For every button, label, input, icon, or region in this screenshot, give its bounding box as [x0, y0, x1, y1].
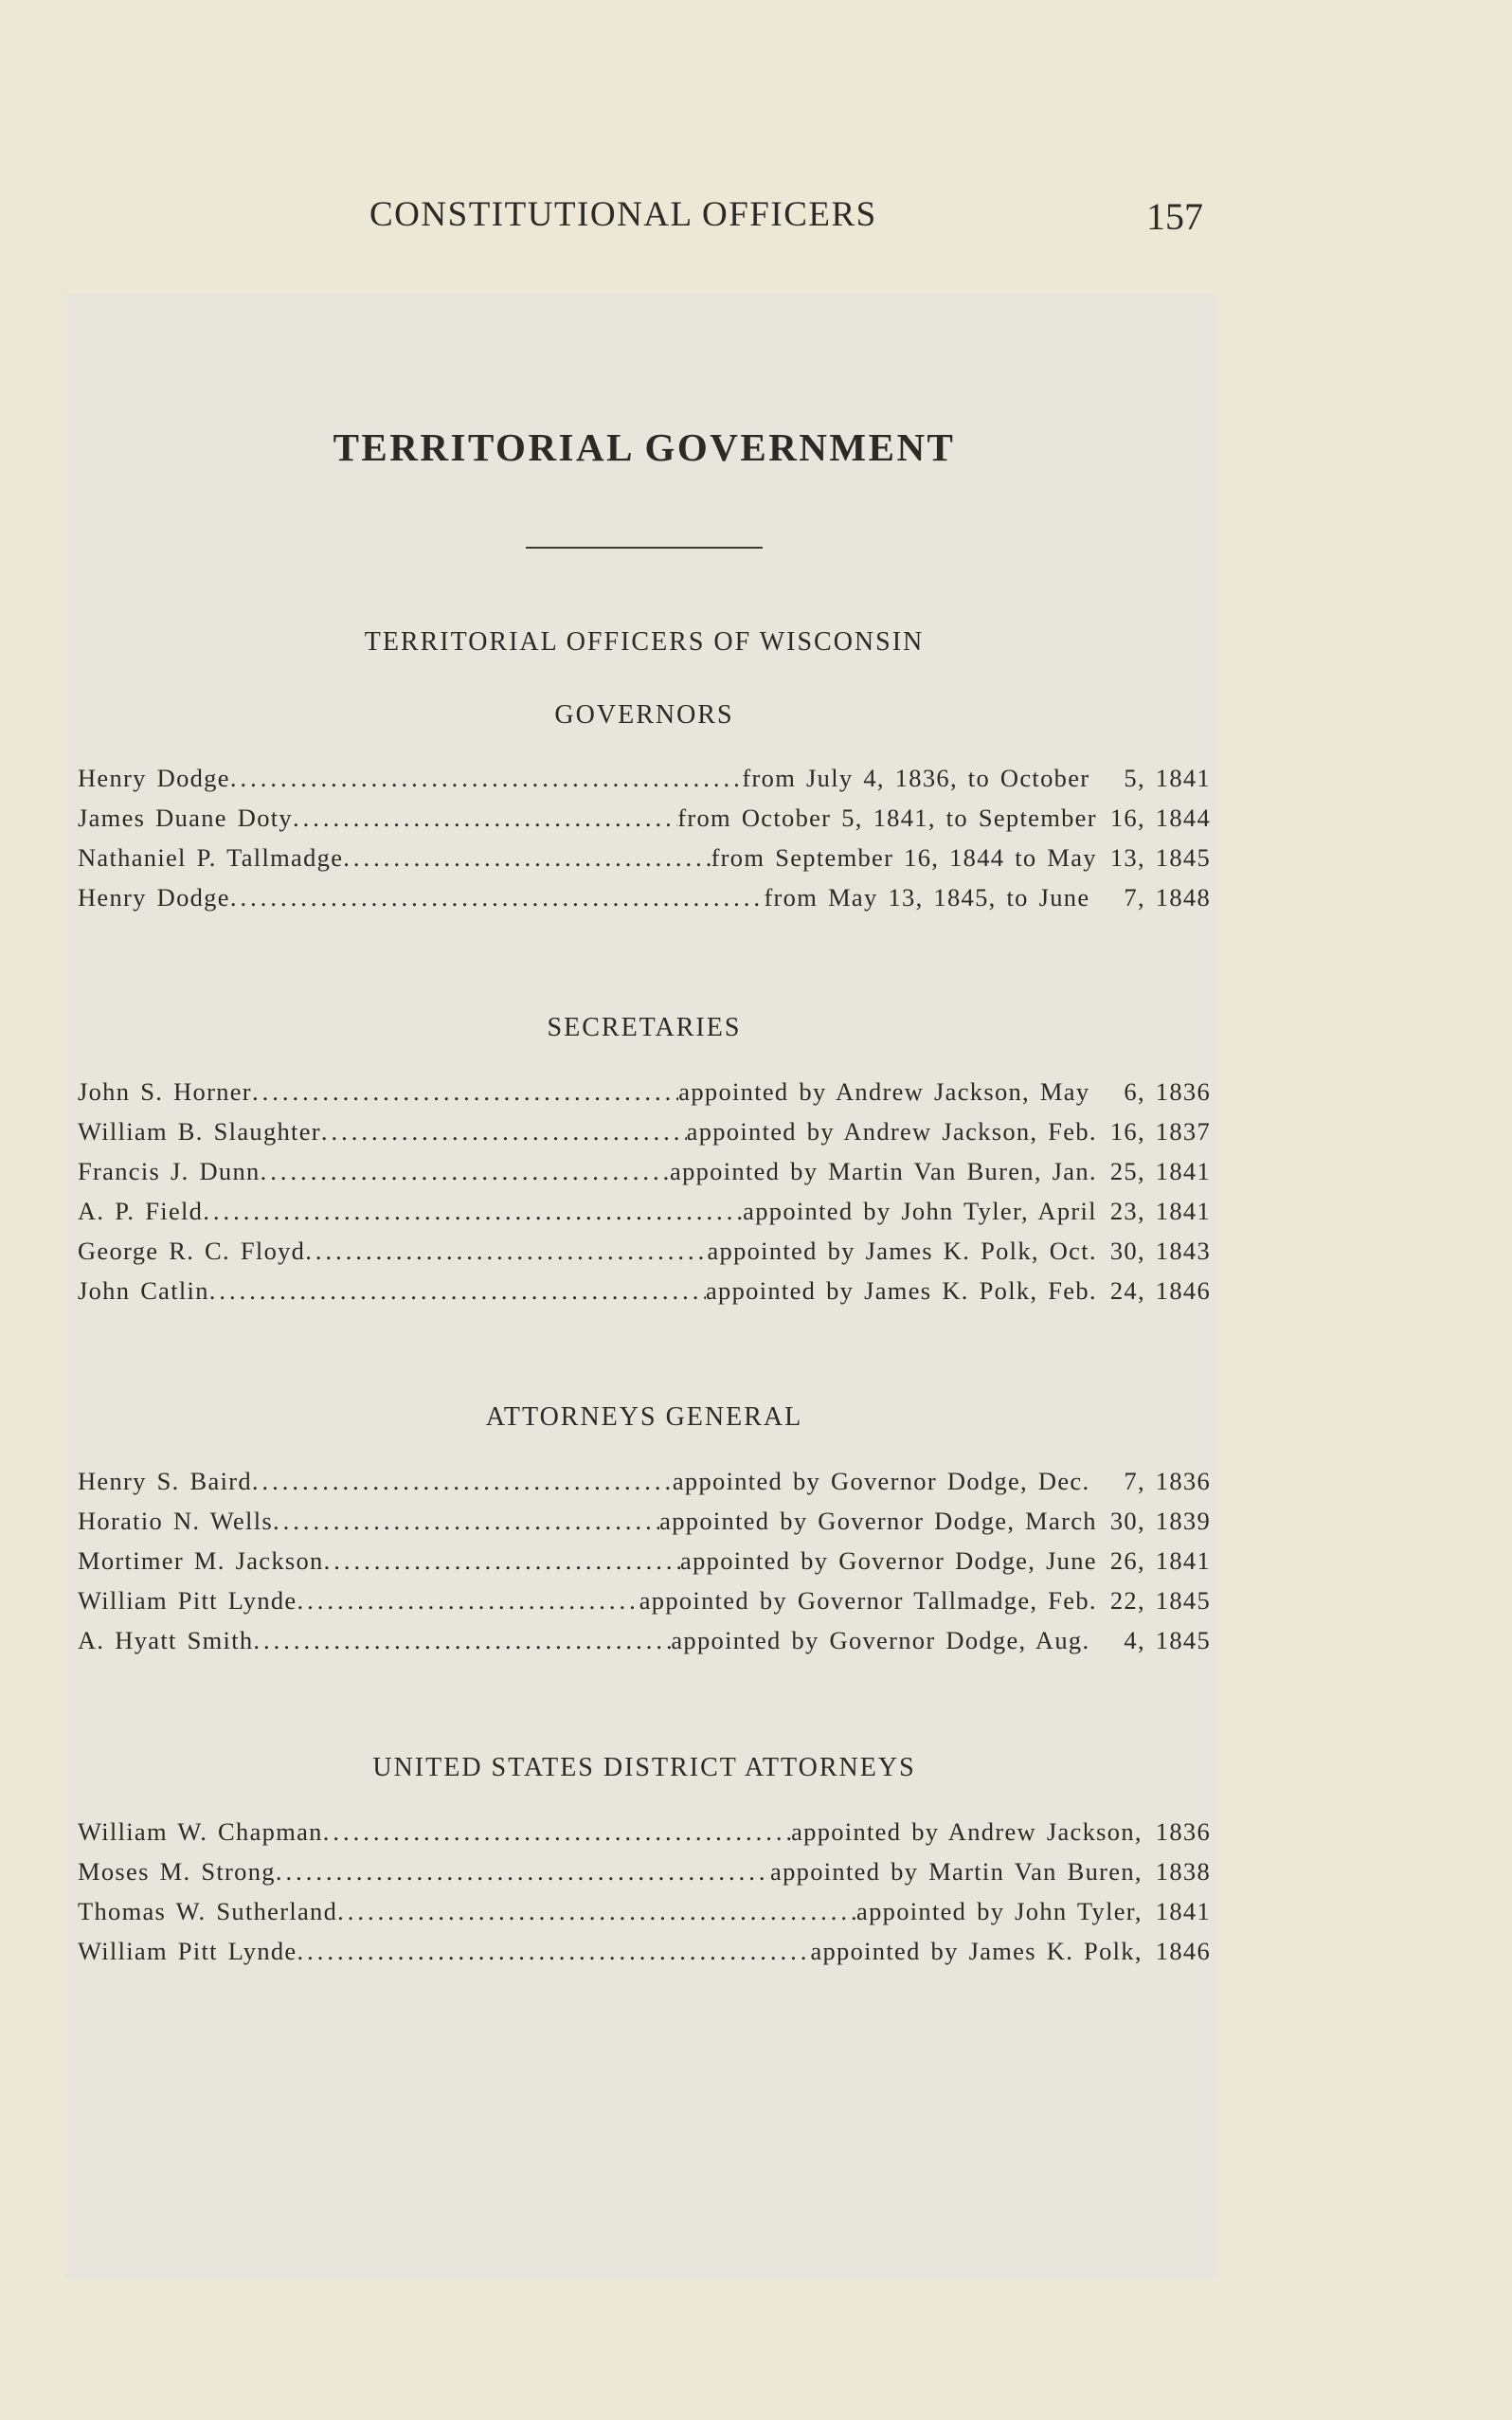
officer-name: Horatio N. Wells — [78, 1507, 273, 1535]
running-head-title: CONSTITUTIONAL OFFICERS — [369, 195, 877, 234]
dot-leader — [230, 877, 765, 917]
officer-name: Mortimer M. Jackson — [78, 1546, 324, 1575]
officer-name: Thomas W. Sutherland — [78, 1897, 338, 1925]
officer-date: 7, 1836 — [1124, 1467, 1211, 1495]
dot-leader — [321, 1111, 687, 1151]
officer-date: 4, 1845 — [1124, 1626, 1211, 1654]
dot-leader — [323, 1812, 791, 1851]
officer-date: 1846 — [1155, 1937, 1211, 1965]
section-governors — [78, 696, 1211, 917]
officer-date: 6, 1836 — [1124, 1077, 1211, 1106]
officer-name: John Catlin — [78, 1276, 209, 1305]
officer-appointment: appointed by Andrew Jackson, — [791, 1817, 1143, 1846]
dot-leader — [293, 798, 677, 838]
dot-leader — [252, 1461, 673, 1501]
officer-appointment: appointed by Governor Dodge, Aug. — [671, 1626, 1090, 1654]
section-attorneys-general — [78, 1399, 1211, 1660]
officer-name: Henry Dodge — [78, 764, 230, 792]
list-item — [78, 1501, 1211, 1541]
officer-name: James Duane Doty — [78, 804, 293, 832]
subtitle: TERRITORIAL OFFICERS OF WISCONSIN — [364, 627, 925, 657]
officer-name: William B. Slaughter — [78, 1117, 321, 1146]
officer-date: 30, 1843 — [1109, 1237, 1211, 1265]
dot-leader — [297, 1931, 811, 1971]
dot-leader — [230, 758, 743, 798]
officer-name: William Pitt Lynde — [78, 1586, 297, 1615]
officer-date: 25, 1841 — [1109, 1157, 1211, 1185]
officer-name: Nathaniel P. Tallmadge — [78, 843, 344, 872]
list-item — [78, 758, 1211, 798]
officer-appointment: appointed by Governor Dodge, Dec. — [672, 1467, 1090, 1495]
officer-appointment: appointed by Martin Van Buren, Jan. — [670, 1157, 1097, 1185]
officer-name: William W. Chapman — [78, 1817, 323, 1846]
list-item — [78, 1891, 1211, 1931]
officer-date: 1836 — [1155, 1817, 1211, 1846]
officer-name: Henry Dodge — [78, 883, 230, 912]
officer-appointment: appointed by Andrew Jackson, Feb. — [686, 1117, 1097, 1146]
officer-date: 5, 1841 — [1124, 764, 1211, 792]
officer-appointment: appointed by James K. Polk, Feb. — [705, 1276, 1097, 1305]
list-item — [78, 1072, 1211, 1111]
section-heading: ATTORNEYS GENERAL — [485, 1402, 803, 1432]
officer-name: John S. Horner — [78, 1077, 252, 1106]
officer-date: 7, 1848 — [1124, 883, 1211, 912]
list-item — [78, 1812, 1211, 1851]
officer-name: A. P. Field — [78, 1197, 204, 1225]
officer-appointment: appointed by James K. Polk, — [810, 1937, 1143, 1965]
list-item — [78, 1931, 1211, 1971]
officer-date: 22, 1845 — [1109, 1586, 1211, 1615]
list-item — [78, 1461, 1211, 1501]
running-head — [0, 194, 1512, 242]
list-item — [78, 798, 1211, 838]
officer-appointment: appointed by Martin Van Buren, — [770, 1857, 1143, 1886]
main-title: TERRITORIAL GOVERNMENT — [333, 425, 956, 469]
list-item — [78, 1580, 1211, 1620]
officer-date: 16, 1837 — [1109, 1117, 1211, 1146]
officer-term: from July 4, 1836, to October — [742, 764, 1090, 792]
officer-appointment: appointed by John Tyler, April — [743, 1197, 1097, 1225]
officer-appointment: appointed by Andrew Jackson, May — [678, 1077, 1090, 1106]
officer-date: 1841 — [1155, 1897, 1211, 1925]
title-rule — [526, 547, 763, 549]
list-item — [78, 877, 1211, 917]
list-item — [78, 1191, 1211, 1231]
dot-leader — [324, 1541, 680, 1580]
dot-leader — [252, 1072, 678, 1111]
officer-date: 13, 1845 — [1109, 843, 1211, 872]
officer-name: Francis J. Dunn — [78, 1157, 261, 1185]
list-item — [78, 838, 1211, 877]
officer-date: 24, 1846 — [1109, 1276, 1211, 1305]
officer-term: from May 13, 1845, to June — [764, 883, 1090, 912]
officer-appointment: appointed by Governor Dodge, June — [680, 1546, 1097, 1575]
officer-date: 26, 1841 — [1109, 1546, 1211, 1575]
page-number: 157 — [1146, 195, 1203, 238]
dot-leader — [305, 1231, 707, 1271]
officer-appointment: appointed by Governor Dodge, March — [659, 1507, 1097, 1535]
officer-date: 23, 1841 — [1109, 1197, 1211, 1225]
officer-appointment: appointed by James K. Polk, Oct. — [707, 1237, 1097, 1265]
section-secretaries — [78, 1009, 1211, 1310]
officer-name: George R. C. Floyd — [78, 1237, 306, 1265]
section-heading: GOVERNORS — [554, 700, 734, 730]
officer-name: Henry S. Baird — [78, 1467, 252, 1495]
list-item — [78, 1151, 1211, 1191]
section-heading: SECRETARIES — [547, 1013, 742, 1042]
dot-leader — [261, 1151, 670, 1191]
officer-date: 1838 — [1155, 1857, 1211, 1886]
dot-leader — [343, 838, 711, 877]
dot-leader — [276, 1851, 770, 1891]
list-item — [78, 1271, 1211, 1310]
dot-leader — [337, 1891, 856, 1931]
officer-term: from October 5, 1841, to September — [677, 804, 1097, 832]
dot-leader — [297, 1580, 639, 1620]
officer-term: from September 16, 1844 to May — [711, 843, 1097, 872]
list-item — [78, 1541, 1211, 1580]
dot-leader — [253, 1620, 671, 1660]
dot-leader — [273, 1501, 659, 1541]
section-heading: UNITED STATES DISTRICT ATTORNEYS — [372, 1753, 916, 1782]
dot-leader — [203, 1191, 743, 1231]
officer-name: William Pitt Lynde — [78, 1937, 297, 1965]
officer-appointment: appointed by Governor Tallmadge, Feb. — [639, 1586, 1097, 1615]
list-item — [78, 1620, 1211, 1660]
list-item — [78, 1231, 1211, 1271]
officer-name: A. Hyatt Smith — [78, 1626, 254, 1654]
section-district-attorneys — [78, 1749, 1211, 1971]
dot-leader — [209, 1271, 706, 1310]
list-item — [78, 1111, 1211, 1151]
officer-name: Moses M. Strong — [78, 1857, 276, 1886]
officer-date: 30, 1839 — [1109, 1507, 1211, 1535]
list-item — [78, 1851, 1211, 1891]
officer-date: 16, 1844 — [1109, 804, 1211, 832]
officer-appointment: appointed by John Tyler, — [856, 1897, 1143, 1925]
